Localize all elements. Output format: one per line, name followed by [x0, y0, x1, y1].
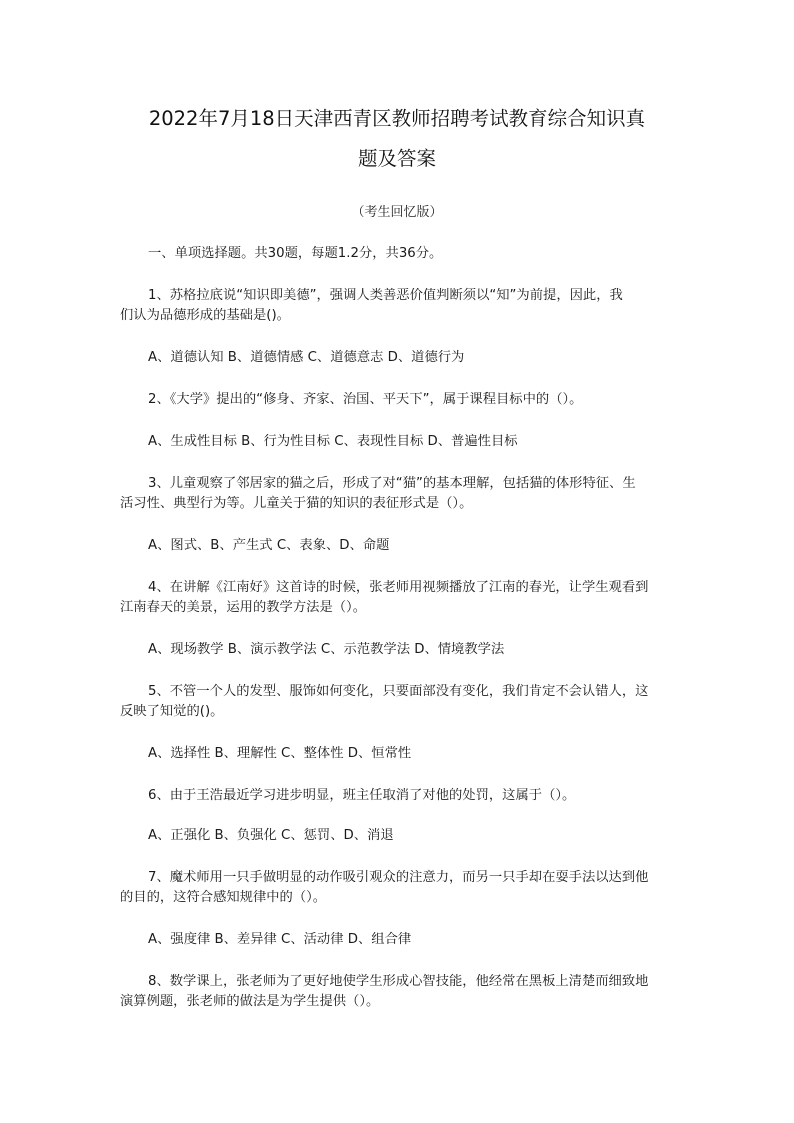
- question-2-options: A、生成性目标 B、行为性目标 C、表现性目标 D、普遍性目标: [148, 434, 518, 449]
- question-5-options: A、选择性 B、理解性 C、整体性 D、恒常性: [148, 746, 412, 761]
- question-6-options: A、正强化 B、负强化 C、惩罚、D、消退: [148, 828, 394, 843]
- question-1-options: A、道德认知 B、道德情感 C、道德意志 D、道德行为: [148, 350, 465, 365]
- question-8-stem-line-2: 演算例题，张老师的做法是为学生提供（）。: [120, 994, 380, 1009]
- document-title-line-2: 题及答案: [357, 147, 436, 170]
- question-7-options: A、强度律 B、差异律 C、活动律 D、组合律: [148, 932, 412, 947]
- document-subtitle: （考生回忆版）: [351, 205, 443, 220]
- question-4-stem-line-2: 江南春天的美景，运用的教学方法是（）。: [120, 600, 366, 615]
- question-6-stem-line-1: 6、由于王浩最近学习进步明显，班主任取消了对他的处罚，这属于（）。: [148, 788, 576, 803]
- question-5-stem-line-1: 5、不管一个人的发型、服饰如何变化，只要面部没有变化，我们肯定不会认错人，这: [148, 684, 649, 699]
- question-7-stem-line-1: 7、魔术师用一只手做明显的动作吸引观众的注意力，而另一只手却在耍手法以达到他: [148, 870, 649, 885]
- question-7-stem-line-2: 的目的，这符合感知规律中的（）。: [120, 890, 327, 905]
- question-3-stem-line-1: 3、儿童观察了邻居家的猫之后，形成了对“猫”的基本理解，包括猫的体形特征、生: [148, 476, 636, 491]
- question-5-stem-line-2: 反映了知觉的()。: [120, 704, 224, 719]
- question-4-stem-line-1: 4、在讲解《江南好》这首诗的时候，张老师用视频播放了江南的春光，让学生观看到: [148, 580, 649, 595]
- document-title-line-1: 2022年7月18日天津西青区教师招聘考试教育综合知识真: [148, 107, 646, 130]
- question-3-options: A、图式、B、产生式 C、表象、D、命题: [148, 538, 390, 553]
- question-1-stem-line-1: 1、苏格拉底说“知识即美德”，强调人类善恶价值判断须以“知”为前提，因此，我: [148, 288, 623, 303]
- question-8-stem-line-1: 8、数学课上，张老师为了更好地使学生形成心智技能，他经常在黑板上清楚而细致地: [148, 974, 649, 989]
- question-3-stem-line-2: 活习性、典型行为等。儿童关于猫的知识的表征形式是（）。: [120, 496, 473, 511]
- question-1-stem-line-2: 们认为品德形成的基础是()。: [120, 308, 290, 323]
- question-4-options: A、现场教学 B、演示教学法 C、示范教学法 D、情境教学法: [148, 642, 505, 657]
- question-2-stem-line-1: 2、《大学》提出的“修身、齐家、治国、平天下”，属于课程目标中的（）。: [148, 392, 583, 407]
- section-heading: 一、单项选择题。共30题，每题1.2分，共36分。: [148, 246, 443, 261]
